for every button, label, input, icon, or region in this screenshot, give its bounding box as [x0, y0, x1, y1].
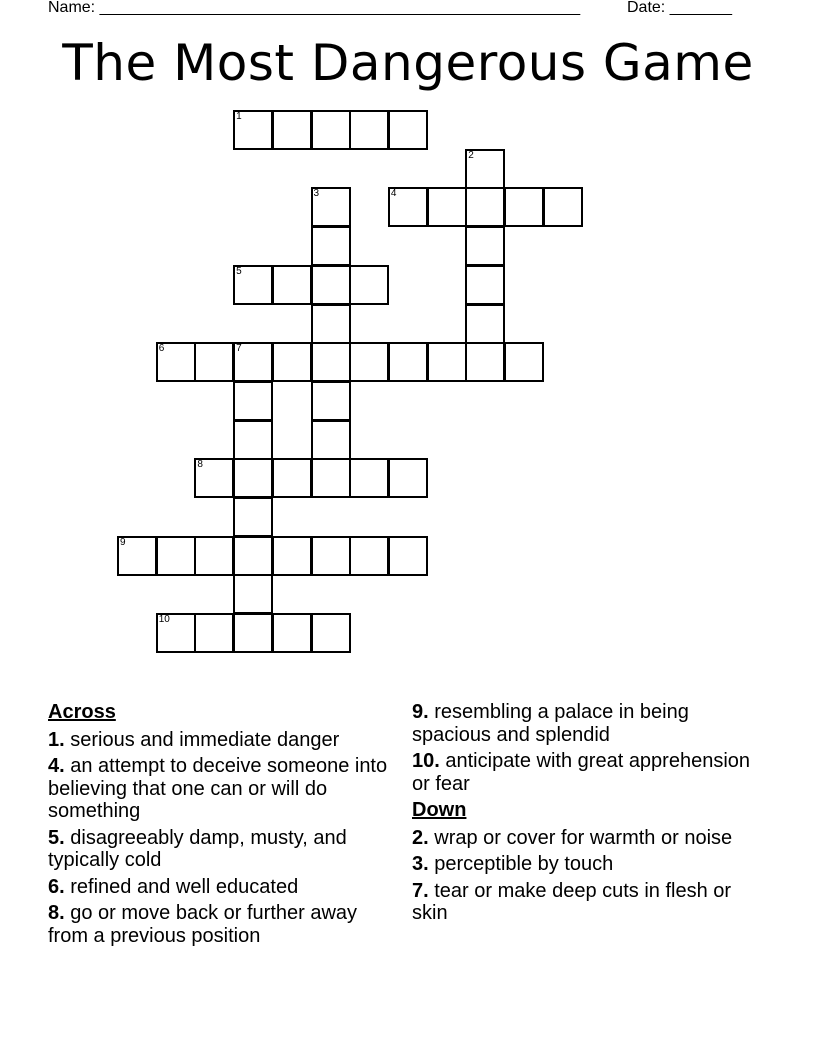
clue-down-2	[412, 827, 752, 850]
grid-cell[interactable]	[233, 420, 273, 460]
grid-cell[interactable]	[349, 536, 389, 576]
clue-number: 5.	[48, 826, 65, 849]
grid-cell[interactable]	[388, 110, 428, 150]
clue-text: resembling a palace in being spacious and splendid	[412, 701, 689, 746]
grid-cell[interactable]	[272, 536, 312, 576]
grid-cell[interactable]	[427, 187, 467, 227]
cell-number: 5	[236, 265, 242, 277]
clue-number: 7.	[412, 879, 429, 902]
grid-cell[interactable]	[194, 613, 234, 653]
name-field[interactable]: Name: ______________________________________________________	[48, 0, 581, 16]
grid-cell[interactable]	[311, 536, 351, 576]
clue-number: 10.	[412, 750, 440, 772]
cell-number: 6	[158, 343, 165, 355]
clue-text: wrap or cover for warmth or noise	[434, 826, 733, 849]
grid-cell[interactable]	[388, 536, 428, 576]
grid-cell[interactable]	[427, 342, 467, 382]
clue-across-1	[48, 729, 388, 752]
grid-cell[interactable]	[388, 458, 428, 498]
clues-right-column	[412, 701, 752, 929]
down-heading: Down	[412, 799, 467, 821]
grid-cell[interactable]	[465, 226, 505, 266]
clue-text: anticipate with great apprehension or fear	[412, 750, 751, 795]
grid-cell[interactable]	[156, 613, 196, 653]
grid-cell[interactable]	[233, 265, 273, 305]
clue-text: serious and immediate danger	[70, 728, 340, 751]
grid-cell[interactable]	[465, 304, 505, 344]
grid-cell[interactable]	[311, 613, 351, 653]
grid-cell[interactable]	[272, 265, 312, 305]
grid-cell[interactable]	[156, 342, 196, 382]
grid-cell[interactable]	[233, 110, 273, 150]
grid-cell[interactable]	[194, 458, 234, 498]
clues-left-column	[48, 701, 388, 951]
cell-number: 3	[313, 188, 320, 200]
clue-text: an attempt to deceive someone into believing that one can or will do something	[48, 755, 388, 822]
clue-down-3	[412, 853, 752, 876]
page-title: The Most Dangerous Game	[62, 34, 754, 92]
grid-cell[interactable]	[349, 458, 389, 498]
grid-cell[interactable]	[233, 536, 273, 576]
grid-cell[interactable]	[233, 458, 273, 498]
clue-number: 8.	[48, 902, 65, 924]
grid-cell[interactable]	[465, 342, 505, 382]
grid-cell[interactable]	[194, 342, 234, 382]
clue-text: disagreeably damp, musty, and typically cold	[48, 826, 347, 871]
grid-cell[interactable]	[543, 187, 583, 227]
grid-cell[interactable]	[233, 613, 273, 653]
grid-cell[interactable]	[504, 187, 544, 227]
grid-cell[interactable]	[156, 536, 196, 576]
grid-cell[interactable]	[465, 265, 505, 305]
grid-cell[interactable]	[311, 187, 351, 227]
grid-cell[interactable]	[233, 497, 273, 537]
grid-cell[interactable]	[233, 381, 273, 421]
grid-cell[interactable]	[311, 265, 351, 305]
clue-text: go or move back or further away from a previous position	[48, 902, 358, 947]
clue-text: perceptible by touch	[434, 853, 614, 875]
cell-number: 10	[158, 614, 170, 626]
clue-number: 4.	[48, 755, 65, 777]
cell-number: 2	[468, 149, 474, 161]
grid-cell[interactable]	[349, 265, 389, 305]
clue-across-6	[48, 876, 388, 899]
grid-cell[interactable]	[311, 304, 351, 344]
clue-number: 9.	[412, 701, 429, 723]
clue-across-4	[48, 755, 388, 823]
grid-cell[interactable]	[311, 381, 351, 421]
grid-cell[interactable]	[233, 574, 273, 614]
grid-cell[interactable]	[349, 342, 389, 382]
clue-number: 6.	[48, 875, 65, 898]
clue-text: refined and well educated	[70, 875, 299, 898]
cell-number: 9	[120, 536, 126, 548]
cell-number: 7	[236, 343, 242, 355]
grid-cell[interactable]	[311, 342, 351, 382]
grid-cell[interactable]	[311, 420, 351, 460]
grid-cell[interactable]	[272, 342, 312, 382]
clue-number: 1.	[48, 728, 65, 751]
clue-across-9	[412, 701, 752, 746]
cell-number: 1	[236, 111, 242, 122]
clue-across-5	[48, 827, 388, 872]
clue-text: tear or make deep cuts in flesh or skin	[412, 879, 732, 924]
grid-cell[interactable]	[311, 226, 351, 266]
grid-cell[interactable]	[272, 110, 312, 150]
grid-cell[interactable]	[388, 187, 428, 227]
grid-cell[interactable]	[465, 149, 505, 189]
cell-number: 4	[390, 188, 397, 200]
cell-number: 8	[197, 459, 203, 471]
grid-cell[interactable]	[388, 342, 428, 382]
date-field[interactable]: Date: _______	[627, 0, 732, 16]
grid-cell[interactable]	[311, 458, 351, 498]
clue-number: 3.	[412, 853, 429, 875]
grid-cell[interactable]	[465, 187, 505, 227]
grid-cell[interactable]	[194, 536, 234, 576]
grid-cell[interactable]	[504, 342, 544, 382]
grid-cell[interactable]	[117, 536, 157, 576]
clue-across-10	[412, 750, 752, 795]
grid-cell[interactable]	[233, 342, 273, 382]
clue-number: 2.	[412, 826, 429, 849]
grid-cell[interactable]	[349, 110, 389, 150]
clue-down-7	[412, 880, 752, 925]
grid-cell[interactable]	[311, 110, 351, 150]
grid-cell[interactable]	[272, 613, 312, 653]
grid-cell[interactable]	[272, 458, 312, 498]
clue-across-8	[48, 902, 388, 947]
across-heading: Across	[48, 701, 116, 723]
